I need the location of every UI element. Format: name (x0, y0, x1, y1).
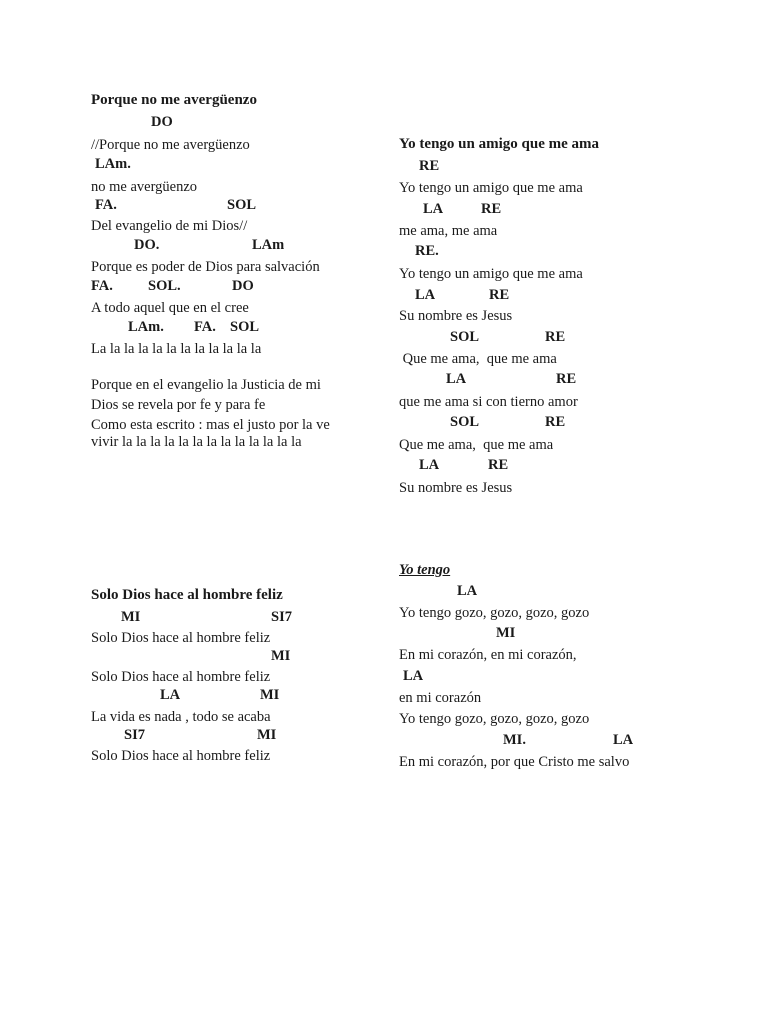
lyric-line: Solo Dios hace al hombre feliz (91, 669, 271, 685)
lyric-line: que me ama si con tierno amor (399, 394, 578, 410)
chord: FA. (91, 278, 113, 294)
chord: MI (257, 727, 277, 743)
chord: MI (496, 625, 516, 641)
lyric-line: En mi corazón, en mi corazón, (399, 647, 577, 663)
chord: LAm. (95, 156, 131, 172)
chord: RE (488, 457, 509, 473)
lyric-line: vivir la la la la la la la la la la la la la (91, 434, 302, 450)
lyric-line: Solo Dios hace al hombre feliz (91, 630, 271, 646)
chord: FA. (194, 319, 216, 335)
lyric-line: La la la la la la la la la la la la (91, 341, 262, 357)
chord: MI (260, 687, 280, 703)
lyric-line: Su nombre es Jesus (399, 308, 513, 324)
lyric-line: La vida es nada , todo se acaba (91, 709, 271, 725)
lyric-line: no me avergüenzo (91, 179, 198, 195)
chord: RE (556, 371, 577, 387)
lyric-line: me ama, me ama (399, 223, 498, 239)
chord: RE (545, 329, 566, 345)
chord: LA (613, 732, 634, 748)
chord: SOL (450, 414, 480, 430)
song-title: Yo tengo un amigo que me ama (399, 136, 600, 152)
chord: RE (481, 201, 502, 217)
chord: LAm. (128, 319, 164, 335)
chord: SOL (227, 197, 257, 213)
chord: LA (457, 583, 478, 599)
song-title: Porque no me avergüenzo (91, 92, 257, 108)
chord: SI7 (271, 609, 292, 625)
chord: SOL (450, 329, 480, 345)
lyric-line: Yo tengo gozo, gozo, gozo, gozo (399, 605, 590, 621)
lyric-line: Solo Dios hace al hombre feliz (91, 748, 271, 764)
chord: LAm (252, 237, 285, 253)
lyric-line: Yo tengo un amigo que me ama (399, 266, 583, 282)
chord: SI7 (124, 727, 145, 743)
lyric-line: //Porque no me avergüenzo (91, 137, 250, 153)
chord: MI (271, 648, 291, 664)
lyric-line: Yo tengo un amigo que me ama (399, 180, 583, 196)
lyric-line: Su nombre es Jesus (399, 480, 513, 496)
lyric-line: Del evangelio de mi Dios// (91, 218, 248, 234)
lyric-line: Porque en el evangelio la Justicia de mi (91, 377, 321, 393)
song-title: Solo Dios hace al hombre feliz (91, 587, 283, 603)
song-title: Yo tengo (399, 562, 451, 578)
chord: SOL (230, 319, 260, 335)
chord: SOL. (148, 278, 181, 294)
chord: RE (489, 287, 510, 303)
lyric-line: en mi corazón (399, 690, 482, 706)
chord: LA (423, 201, 444, 217)
lyric-line: Que me ama, que me ama (399, 437, 554, 453)
chord: LA (419, 457, 440, 473)
chord: LA (160, 687, 181, 703)
chord: MI (121, 609, 141, 625)
chord: DO. (134, 237, 160, 253)
chord: LA (403, 668, 424, 684)
chord: MI. (503, 732, 526, 748)
lyric-line: Yo tengo gozo, gozo, gozo, gozo (399, 711, 590, 727)
lyric-line: A todo aquel que en el cree (91, 300, 249, 316)
chord: RE (545, 414, 566, 430)
chord: DO (151, 114, 173, 130)
chord: RE (419, 158, 440, 174)
chord: LA (415, 287, 436, 303)
chord: FA. (95, 197, 117, 213)
chord: RE. (415, 243, 439, 259)
lyric-line: En mi corazón, por que Cristo me salvo (399, 754, 630, 770)
chord: DO (232, 278, 254, 294)
lyric-line: Dios se revela por fe y para fe (91, 397, 266, 413)
lyric-line: Porque es poder de Dios para salvación (91, 259, 320, 275)
lyric-line: Que me ama, que me ama (399, 351, 557, 367)
chord: LA (446, 371, 467, 387)
lyric-line: Como esta escrito : mas el justo por la ve (91, 417, 330, 433)
